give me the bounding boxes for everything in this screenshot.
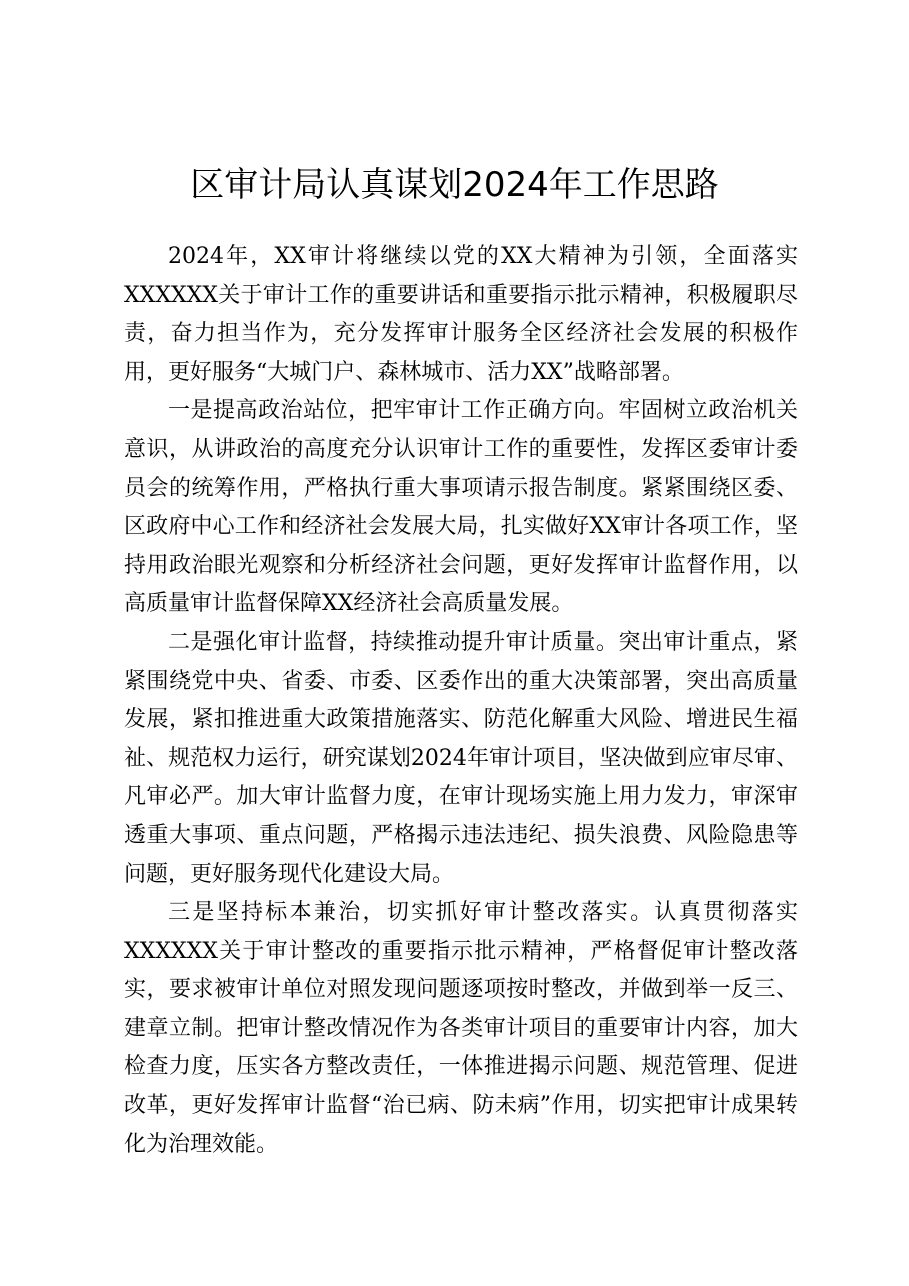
paragraph-point-two: 二是强化审计监督，持续推动提升审计质量。突出审计重点，紧紧围绕党中央、省委、市委、区委作出的重大决策部署，突出高质量发展，紧扣推进重大政策措施落实、防范化解重大风险、增进民生福祉、规范权力运行，研究谋划2024年审计项目，坚决做到应审尽审、凡审必严。加大审计监督力度，在审计现场实施上用力发力，审深审透重大事项、重点问题，严格揭示违法违纪、损失浪费、风险隐患等问题，更好服务现代化建设大局。 xyxy=(124,629,798,887)
document-title: 区审计局认真谋划2024年工作思路 xyxy=(190,165,719,205)
document-body xyxy=(124,238,798,1164)
paragraph-intro: 2024年，XX审计将继续以党的XX大精神为引领，全面落实XXXXXX关于审计工作的重要讲话和重要指示批示精神，积极履职尽责，奋力担当作为，充分发挥审计服务全区经济社会发展的积极作用，更好服务“大城门户、森林城市、活力XX”战略部署。 xyxy=(124,244,798,385)
paragraph-point-one: 一是提高政治站位，把牢审计工作正确方向。牢固树立政治机关意识，从讲政治的高度充分认识审计工作的重要性，发挥区委审计委员会的统筹作用，严格执行重大事项请示报告制度。紧紧围绕区委、区政府中心工作和经济社会发展大局，扎实做好XX审计各项工作，坚持用政治眼光观察和分析经济社会问题，更好发挥审计监督作用，以高质量审计监督保障XX经济社会高质量发展。 xyxy=(124,398,798,617)
paragraph-point-three: 三是坚持标本兼治，切实抓好审计整改落实。认真贯彻落实XXXXXX关于审计整改的重要指示批示精神，严格督促审计整改落实，要求被审计单位对照发现问题逐项按时整改，并做到举一反三、建章立制。把审计整改情况作为各类审计项目的重要审计内容，加大检查力度，压实各方整改责任，一体推进揭示问题、规范管理、促进改革，更好发挥审计监督“治已病、防未病”作用，切实把审计成果转化为治理效能。 xyxy=(124,900,798,1157)
